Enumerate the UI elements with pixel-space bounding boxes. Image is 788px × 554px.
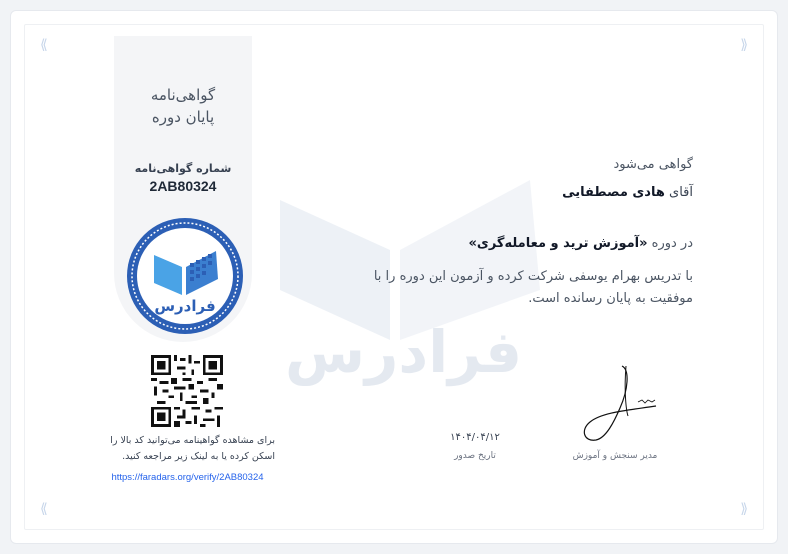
logo-watermark: فرادرس bbox=[285, 318, 523, 386]
faradars-seal-logo bbox=[126, 217, 244, 335]
certificate-number: 2AB80324 bbox=[149, 178, 217, 194]
corner-ornament-icon: ⟫ bbox=[740, 37, 748, 53]
verify-link[interactable]: https://faradars.org/verify/2AB80324 bbox=[111, 472, 264, 483]
corner-ornament-icon: ⟪ bbox=[40, 37, 48, 53]
recipient-line bbox=[562, 185, 693, 200]
certificate-number-label: شماره گواهی‌نامه bbox=[134, 162, 232, 175]
course-prefix: در دوره bbox=[651, 236, 693, 251]
corner-ornament-icon: ⟪ bbox=[40, 501, 48, 517]
issue-date: ۱۴۰۴/۰۴/۱۲ bbox=[450, 432, 500, 443]
qr-instructions: برای مشاهده گواهینامه می‌توانید کد بالا را اسکن کرده یا به لینک زیر مراجعه کنید. bbox=[110, 435, 275, 462]
corner-ornament-icon: ⟫ bbox=[740, 501, 748, 517]
signer-role: مدیر سنجش و آموزش bbox=[572, 451, 658, 461]
recipient-prefix: آقای bbox=[669, 185, 693, 200]
issue-date-label: تاریخ صدور bbox=[454, 451, 496, 461]
signature-image bbox=[570, 360, 670, 450]
svg-text:فرادرس: فرادرس bbox=[154, 297, 216, 315]
certificate-title-line1: گواهی‌نامه bbox=[150, 86, 216, 104]
qr-code bbox=[151, 355, 223, 427]
certifies-text: گواهی می‌شود bbox=[613, 157, 693, 172]
recipient-name: هادی مصطفایی bbox=[562, 185, 665, 200]
certificate-title-line2: پایان دوره bbox=[151, 108, 215, 126]
course-line bbox=[469, 236, 693, 251]
completion-text: با تدریس بهرام یوسفی شرکت کرده و آزمون این دوره را با موفقیت به پایان رسانده است. bbox=[373, 269, 693, 306]
course-name: «آموزش ترید و معامله‌گری» bbox=[468, 236, 648, 251]
